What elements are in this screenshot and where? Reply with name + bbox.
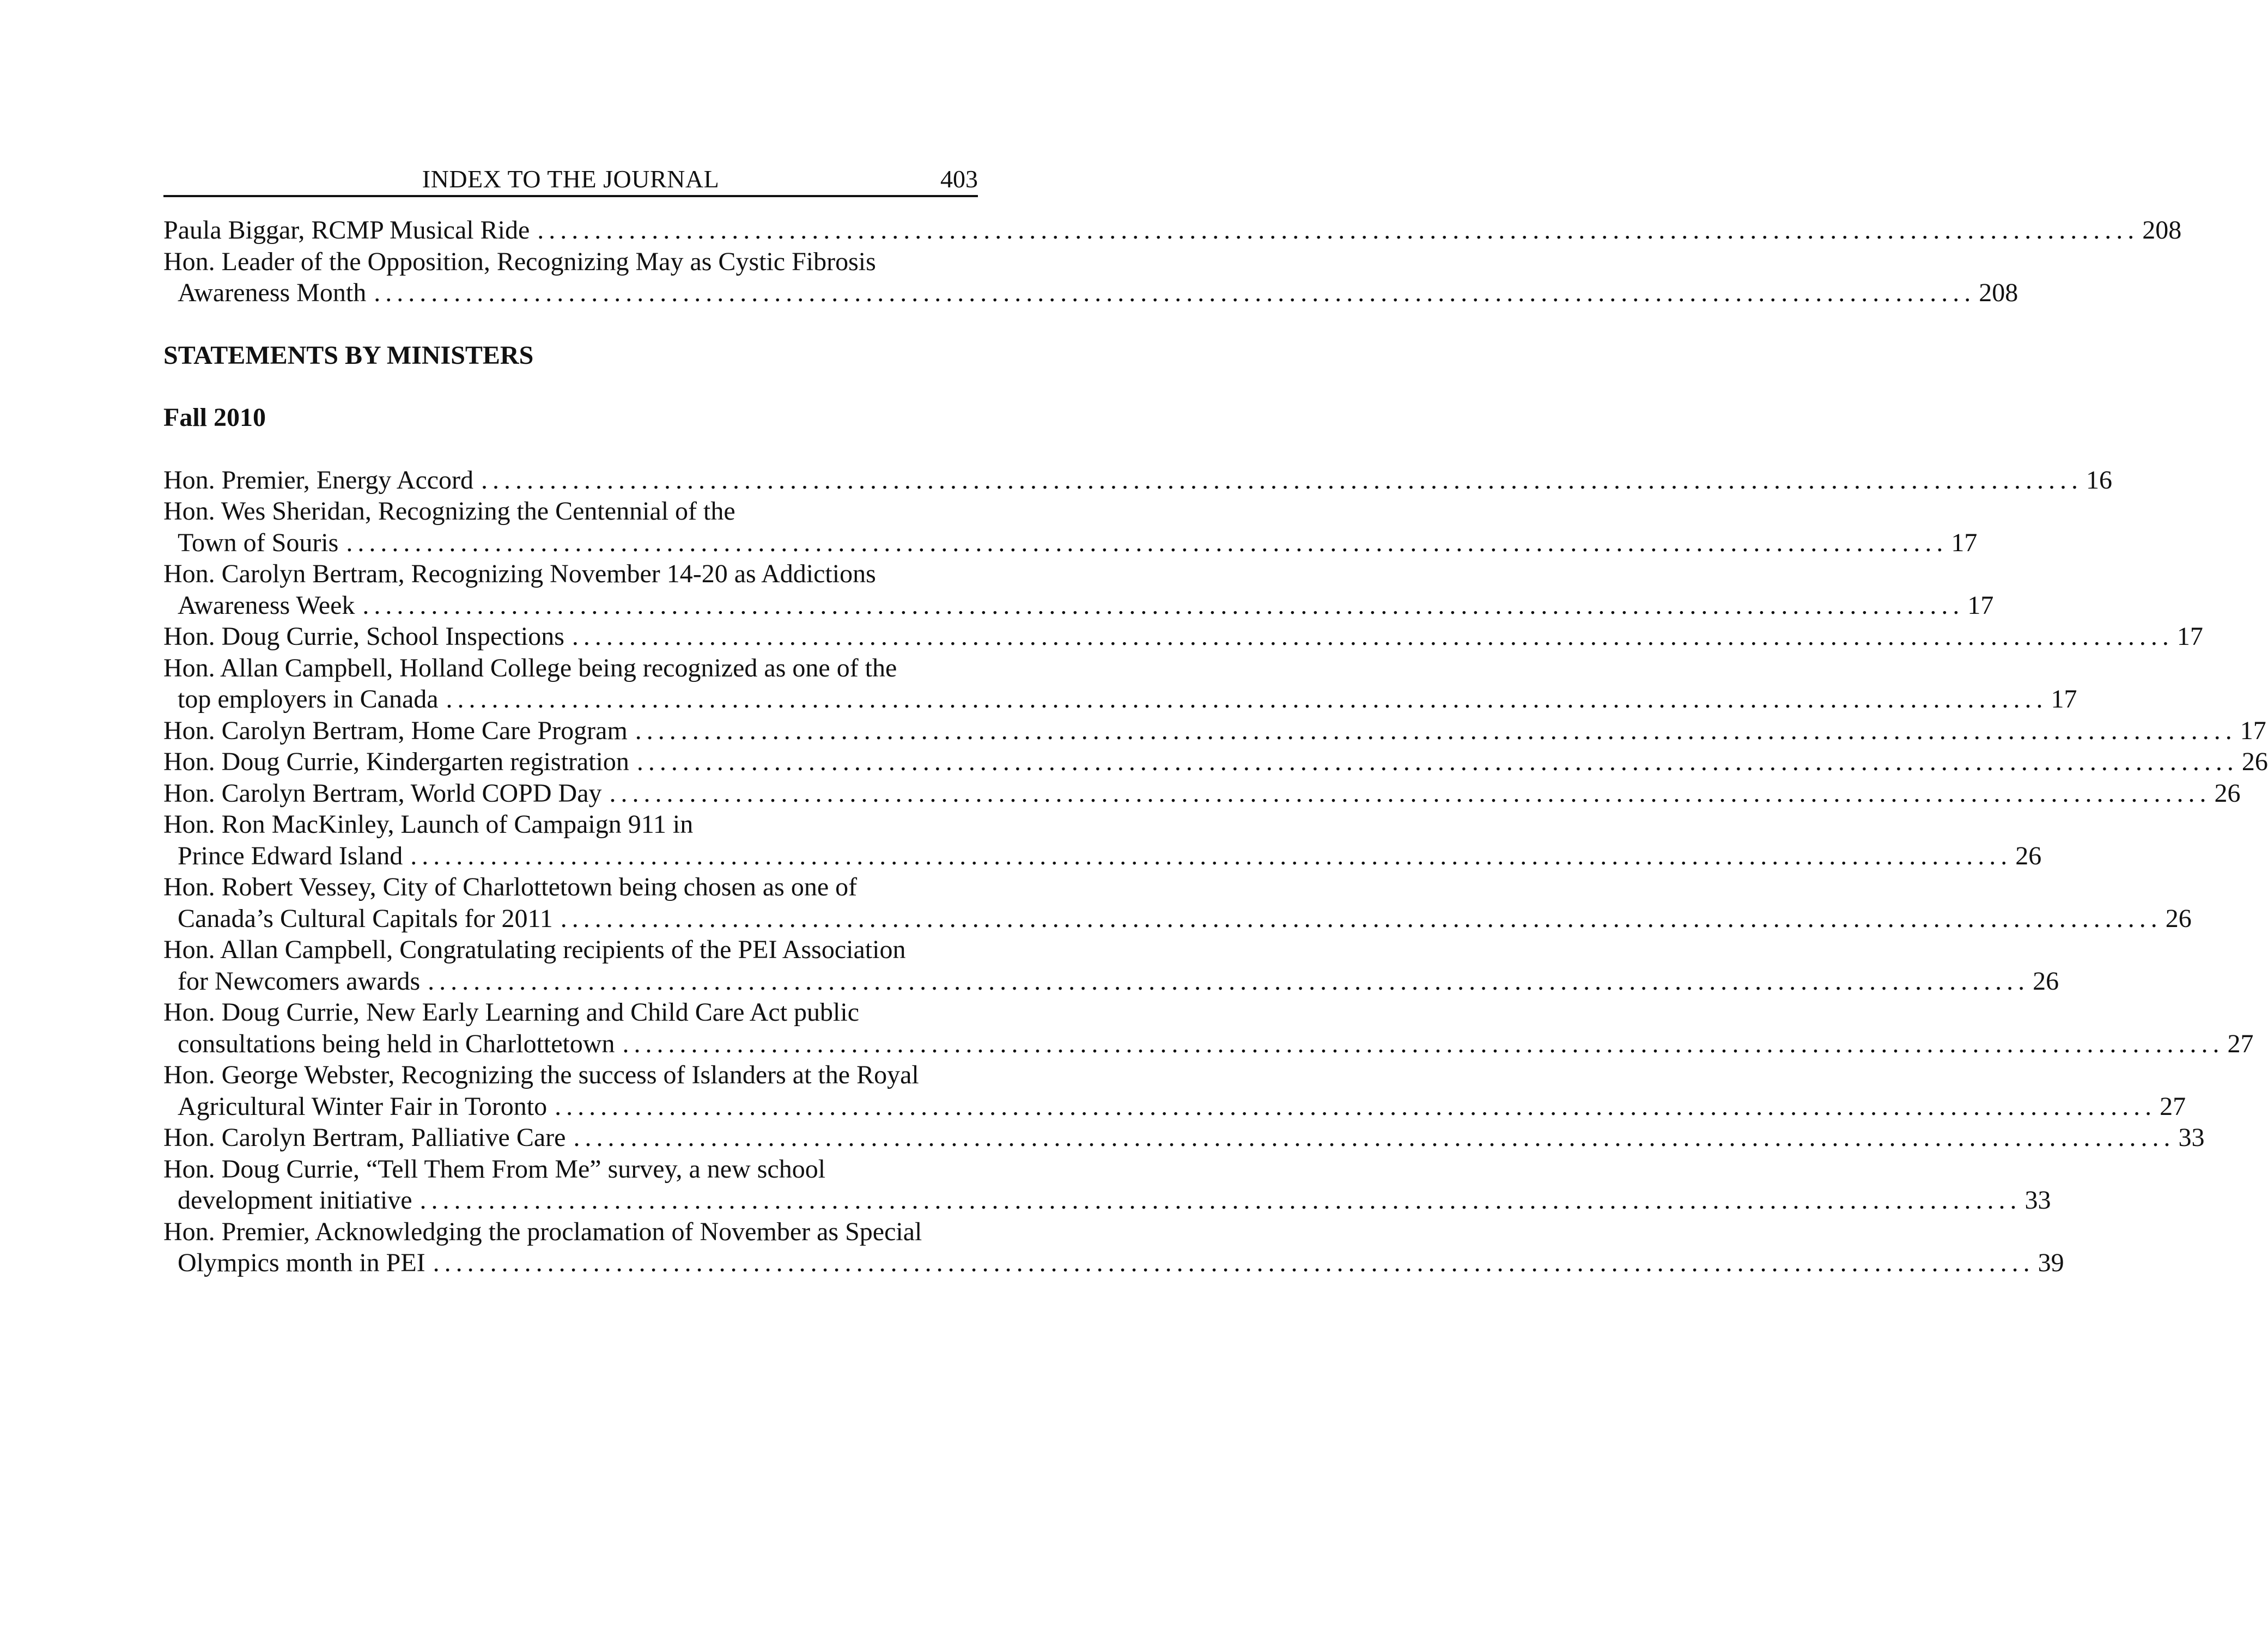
entry-leader-line — [163, 590, 1994, 621]
entry-text: Canada’s Cultural Capitals for 2011 — [178, 904, 553, 933]
entry-page-number: 16 — [2086, 465, 2113, 495]
index-entry — [163, 1154, 2051, 1216]
entry-first-line: Hon. Wes Sheridan, Recognizing the Centennial of the — [163, 497, 735, 526]
entry-first-line: Hon. George Webster, Recognizing the success of Islanders at the Royal — [163, 1060, 919, 1089]
dot-leader: ............................................................................................................................................ — [555, 1092, 2157, 1121]
entry-text: top employers in Canada — [178, 685, 439, 714]
dot-leader: ............................................................................................................................................ — [560, 904, 2162, 933]
dot-leader: ............................................................................................................................................ — [635, 716, 2237, 745]
entry-leader-line — [163, 1091, 2186, 1123]
index-entry — [163, 558, 1994, 621]
entry-page-number: 17 — [2240, 716, 2266, 745]
entry-text: Olympics month in PEI — [178, 1248, 425, 1277]
dot-leader: ............................................................................................................................................ — [636, 747, 2239, 776]
entry-text: Prince Edward Island — [178, 841, 403, 870]
index-entry — [163, 934, 2059, 997]
entry-leader-line — [163, 840, 2042, 872]
index-entry — [163, 465, 2113, 496]
entry-text: consultations being held in Charlottetown — [178, 1029, 615, 1058]
index-entry — [163, 746, 2268, 778]
entry-leader-line — [163, 1028, 2254, 1060]
entry-page-number: 17 — [1951, 528, 1978, 557]
entry-leader-line — [163, 621, 2203, 653]
index-entry — [163, 809, 2042, 871]
index-entry — [163, 246, 2018, 309]
entry-page-number: 17 — [2176, 622, 2203, 651]
entry-first-line: Hon. Allan Campbell, Holland College being recognized as one of the — [163, 653, 897, 682]
entry-first-line: Hon. Carolyn Bertram, Recognizing November 14-20 as Addictions — [163, 559, 876, 588]
entry-leader-line — [163, 966, 2059, 997]
dot-leader: ............................................................................................................................................ — [573, 1123, 2175, 1152]
index-entry — [163, 715, 2266, 747]
entry-leader-line — [163, 778, 2241, 809]
entry-text: Town of Souris — [178, 528, 339, 557]
entry-page-number: 208 — [1979, 278, 2018, 307]
index-entry — [163, 871, 2192, 934]
journal-page — [163, 163, 2268, 1279]
entry-text: Agricultural Winter Fair in Toronto — [178, 1092, 548, 1121]
entry-leader-line — [163, 903, 2192, 935]
entry-leader-line — [163, 1247, 2064, 1279]
dot-leader: ............................................................................................................................................ — [571, 622, 2174, 651]
entry-text: Paula Biggar, RCMP Musical Ride — [163, 216, 530, 245]
entry-page-number: 26 — [2165, 904, 2192, 933]
entry-page-number: 26 — [2015, 841, 2042, 870]
entry-text: Hon. Carolyn Bertram, Palliative Care — [163, 1123, 566, 1152]
dot-leader: ............................................................................................................................................ — [481, 465, 2083, 495]
dot-leader: ............................................................................................................................................ — [346, 528, 1948, 557]
dot-leader: ............................................................................................................................................ — [433, 1248, 2035, 1277]
dot-leader: ............................................................................................................................................ — [446, 685, 2048, 714]
entry-first-line: Hon. Allan Campbell, Congratulating recipients of the PEI Association — [163, 935, 906, 964]
entry-leader-line — [163, 277, 2018, 309]
entry-page-number: 208 — [2142, 216, 2182, 245]
page-number: 403 — [940, 165, 978, 193]
entry-first-line: Hon. Doug Currie, New Early Learning and Child Care Act public — [163, 998, 860, 1027]
dot-leader: ............................................................................................................................................ — [537, 216, 2139, 245]
entry-page-number: 26 — [2241, 747, 2268, 776]
entry-first-line: Hon. Doug Currie, “Tell Them From Me” survey, a new school — [163, 1154, 826, 1184]
entry-leader-line — [163, 1122, 2205, 1154]
running-header — [163, 163, 978, 197]
entry-leader-line — [163, 465, 2113, 496]
section-heading: STATEMENTS BY MINISTERS — [163, 340, 534, 370]
entry-leader-line — [163, 1185, 2051, 1216]
index-entry — [163, 778, 2241, 809]
index-entries-top — [163, 215, 2182, 309]
entry-text: development initiative — [178, 1186, 412, 1215]
dot-leader: ............................................................................................................................................ — [362, 590, 1965, 620]
entry-first-line: Hon. Leader of the Opposition, Recognizing May as Cystic Fibrosis — [163, 247, 876, 276]
entry-text: Awareness Week — [178, 590, 355, 620]
entry-text: Awareness Month — [178, 278, 367, 307]
entry-page-number: 26 — [2214, 778, 2241, 808]
index-entry — [163, 1059, 2186, 1122]
entry-text: for Newcomers awards — [178, 966, 421, 996]
entry-text: Hon. Carolyn Bertram, Home Care Program — [163, 716, 628, 745]
entry-leader-line — [163, 746, 2268, 778]
entry-text: Hon. Premier, Energy Accord — [163, 465, 474, 495]
entry-page-number: 17 — [1967, 590, 1994, 620]
dot-leader: ............................................................................................................................................ — [609, 778, 2211, 808]
entry-page-number: 26 — [2033, 966, 2059, 996]
entry-first-line: Hon. Robert Vessey, City of Charlottetown being chosen as one of — [163, 873, 858, 901]
entry-page-number: 33 — [2024, 1186, 2051, 1215]
entry-page-number: 17 — [2051, 685, 2077, 714]
index-entry — [163, 1216, 2064, 1279]
entry-page-number: 27 — [2227, 1029, 2254, 1058]
entry-text: Hon. Doug Currie, Kindergarten registration — [163, 747, 629, 776]
entry-first-line: Hon. Premier, Acknowledging the proclamation of November as Special — [163, 1217, 922, 1246]
entry-text: Hon. Doug Currie, School Inspections — [163, 622, 564, 651]
entry-page-number: 33 — [2178, 1123, 2205, 1152]
entry-first-line: Hon. Ron MacKinley, Launch of Campaign 911 in — [163, 810, 694, 839]
entry-page-number: 39 — [2038, 1248, 2064, 1277]
dot-leader: ............................................................................................................................................ — [419, 1186, 2022, 1215]
entry-leader-line — [163, 684, 2077, 715]
dot-leader: ............................................................................................................................................ — [622, 1029, 2224, 1058]
dot-leader: ............................................................................................................................................ — [428, 966, 2030, 996]
running-header-title: INDEX TO THE JOURNAL — [422, 165, 720, 193]
entry-leader-line — [163, 527, 1978, 559]
entry-leader-line — [163, 715, 2266, 747]
entry-leader-line — [163, 215, 2182, 246]
dot-leader: ............................................................................................................................................ — [410, 841, 2012, 870]
index-entry — [163, 621, 2203, 653]
index-entry — [163, 1122, 2205, 1154]
index-entry — [163, 997, 2254, 1059]
dot-leader: ............................................................................................................................................ — [374, 278, 1976, 307]
index-entry — [163, 653, 2077, 715]
index-entries-fall-2010 — [163, 465, 2268, 1279]
entry-text: Hon. Carolyn Bertram, World COPD Day — [163, 778, 602, 808]
index-entry — [163, 496, 1978, 558]
entry-page-number: 27 — [2160, 1092, 2186, 1121]
subsection-heading: Fall 2010 — [163, 403, 266, 432]
index-entry — [163, 215, 2182, 246]
